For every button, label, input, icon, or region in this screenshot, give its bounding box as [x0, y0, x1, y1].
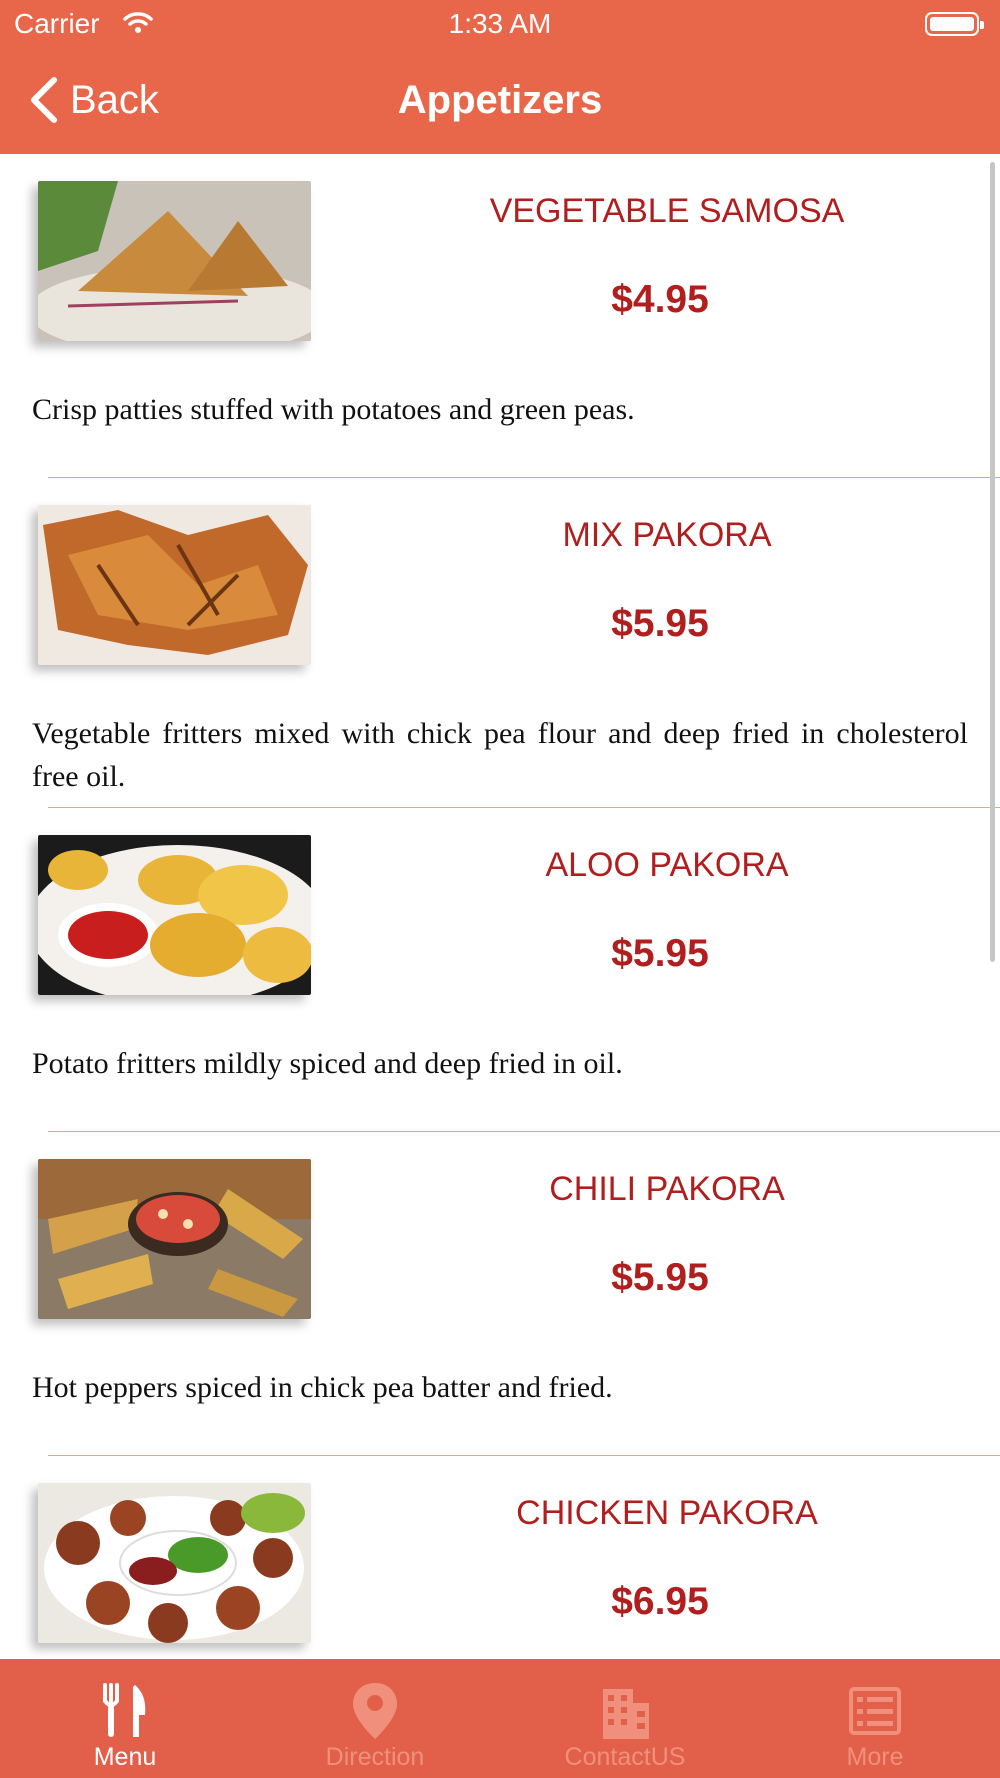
- tab-menu[interactable]: [0, 1659, 250, 1778]
- item-price: $5.95: [611, 602, 709, 645]
- status-bar: [0, 0, 1000, 50]
- item-price: $6.95: [611, 1580, 709, 1623]
- map-pin-icon: [345, 1681, 405, 1741]
- item-price: $5.95: [611, 1256, 709, 1299]
- item-name: CHILI PAKORA: [549, 1170, 785, 1208]
- list-item[interactable]: [0, 808, 1000, 1132]
- item-name: VEGETABLE SAMOSA: [489, 192, 845, 230]
- page-title: Appetizers: [397, 78, 603, 122]
- tab-label: More: [846, 1743, 904, 1771]
- building-icon: [595, 1681, 655, 1741]
- tab-more[interactable]: [750, 1659, 1000, 1778]
- status-time: 1:33 AM: [448, 8, 552, 39]
- mix-pakora-photo: [38, 505, 311, 665]
- scrollbar[interactable]: [990, 162, 995, 962]
- item-description: Vegetable fritters mixed with chick pea flour and deep fried in cholesterol free oil.: [32, 717, 968, 793]
- back-label: Back: [70, 77, 159, 122]
- fork-knife-icon: [95, 1681, 155, 1741]
- samosa-photo: [38, 181, 311, 341]
- carrier-label: Carrier: [14, 8, 100, 39]
- appetizer-list[interactable]: [0, 154, 1000, 1659]
- tab-contactus[interactable]: [500, 1659, 750, 1778]
- battery-icon: [925, 12, 979, 36]
- list-icon: [845, 1681, 905, 1741]
- tab-label: Direction: [325, 1743, 425, 1771]
- chili-pakora-photo: [38, 1159, 311, 1319]
- item-price: $5.95: [611, 932, 709, 975]
- navigation-header: [0, 0, 1000, 154]
- item-description: Potato fritters mildly spiced and deep fried in oil.: [32, 1047, 623, 1080]
- list-item[interactable]: [0, 1132, 1000, 1456]
- list-item[interactable]: [0, 1456, 1000, 1659]
- item-description: Crisp patties stuffed with potatoes and green peas.: [32, 393, 635, 426]
- tab-bar: [0, 1659, 1000, 1778]
- item-name: CHICKEN PAKORA: [516, 1494, 818, 1532]
- item-name: MIX PAKORA: [562, 516, 772, 554]
- chicken-pakora-photo: [38, 1483, 311, 1643]
- item-price: $4.95: [611, 278, 709, 321]
- aloo-pakora-photo: [38, 835, 311, 995]
- tab-label: Menu: [93, 1743, 157, 1771]
- list-item[interactable]: [0, 478, 1000, 808]
- item-description: Hot peppers spiced in chick pea batter and fried.: [32, 1371, 613, 1404]
- list-item[interactable]: [0, 154, 1000, 478]
- tab-direction[interactable]: [250, 1659, 500, 1778]
- tab-label: ContactUS: [564, 1743, 686, 1771]
- item-name: ALOO PAKORA: [545, 846, 789, 884]
